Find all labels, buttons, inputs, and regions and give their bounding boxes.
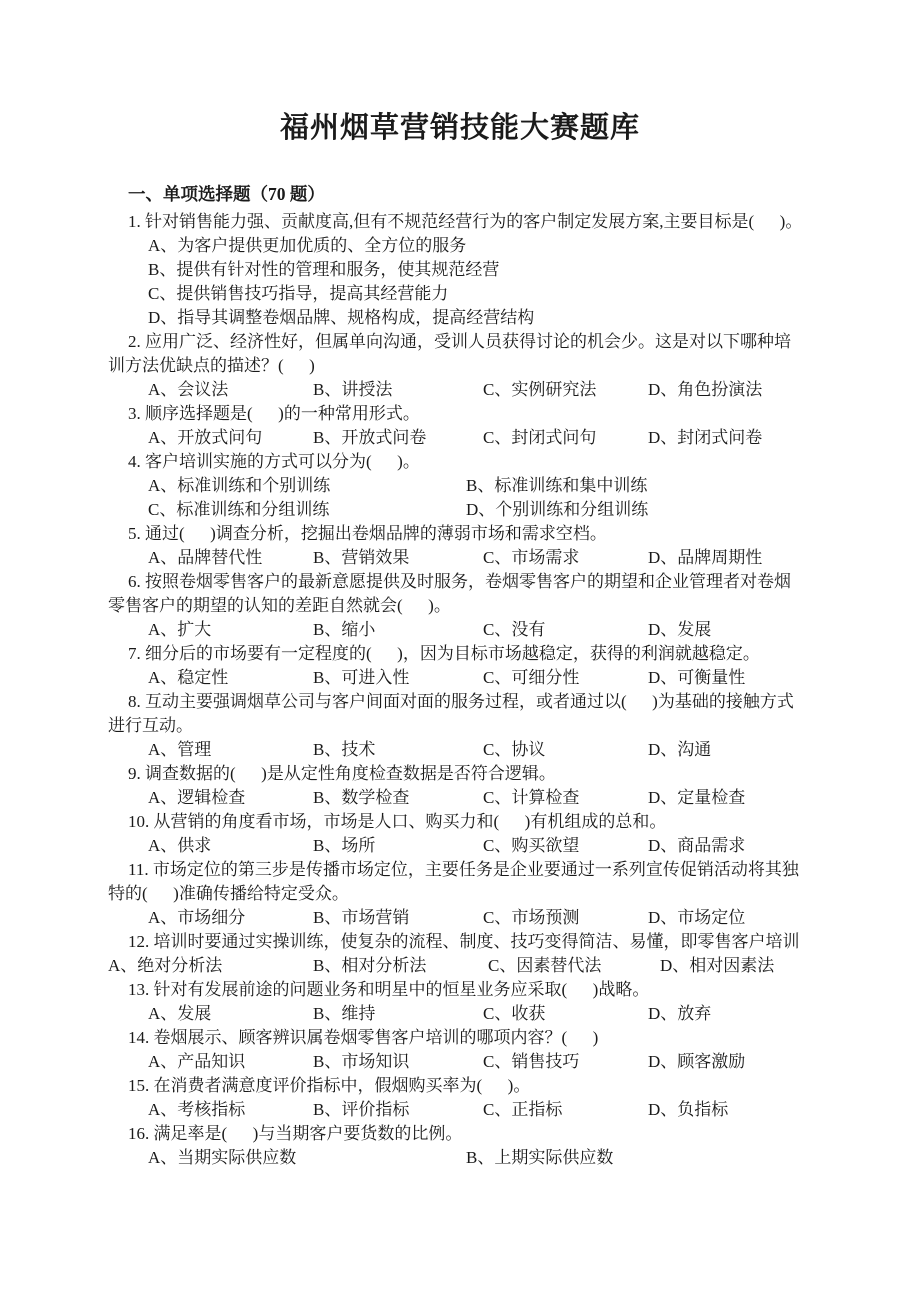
question-13-options-row (0, 1002, 920, 1026)
question-5-option-C: C、市场需求 (483, 548, 580, 567)
question-10-options-row (0, 834, 920, 858)
question-5-option-B: B、营销效果 (313, 548, 410, 567)
question-14-options-row (0, 1050, 920, 1074)
question-15-option-D: D、负指标 (648, 1100, 729, 1119)
question-2-option-D: D、角色扮演法 (648, 380, 763, 399)
question-2-line-1: 2. 应用广泛、经济性好，但属单向沟通，受训人员获得讨论的机会少。这是对以下哪种培 (128, 332, 791, 351)
question-4-options-row-2 (0, 498, 920, 522)
question-6-option-D: D、发展 (648, 620, 712, 639)
question-11-line-1: 11. 市场定位的第三步是传播市场定位，主要任务是企业要通过一系列宣传促销活动将其独 (128, 860, 799, 879)
question-10-option-D: D、商品需求 (648, 836, 746, 855)
question-8-option-B: B、技术 (313, 740, 376, 759)
question-7-line-1: 7. 细分后的市场要有一定程度的( )，因为目标市场越稳定，获得的利润就越稳定。 (128, 644, 760, 663)
question-13-line-1: 13. 针对有发展前途的问题业务和明星中的恒星业务应采取( )战略。 (128, 980, 650, 999)
question-6-line-2: 零售客户的期望的认知的差距自然就会( )。 (108, 596, 451, 615)
question-2-line-2: 训方法优缺点的描述？( ) (108, 356, 315, 375)
question-3-option-C: C、封闭式问句 (483, 428, 597, 447)
question-16-line-1: 16. 满足率是( )与当期客户要货数的比例。 (128, 1124, 463, 1143)
question-4-option-C: C、标准训练和分组训练 (148, 500, 330, 519)
question-1-line-1: 1. 针对销售能力强、贡献度高,但有不规范经营行为的客户制定发展方案,主要目标是( )。 (128, 212, 803, 231)
question-14-option-B: B、市场知识 (313, 1052, 410, 1071)
question-6-option-C: C、没有 (483, 620, 546, 639)
question-2-option-B: B、讲授法 (313, 380, 393, 399)
question-9-option-D: D、定量检查 (648, 788, 746, 807)
question-7-options-row (0, 666, 920, 690)
question-9-option-B: B、数学检查 (313, 788, 410, 807)
page-title: 福州烟草营销技能大赛题库 (279, 112, 640, 144)
question-10-option-B: B、场所 (313, 836, 376, 855)
question-9-option-C: C、计算检查 (483, 788, 580, 807)
question-14-option-A: A、产品知识 (148, 1052, 246, 1071)
question-7-option-D: D、可衡量性 (648, 668, 746, 687)
question-7-option-B: B、可进入性 (313, 668, 410, 687)
section-heading: 一、单项选择题（70 题） (128, 184, 325, 204)
question-15-option-B: B、评价指标 (313, 1100, 410, 1119)
question-12-options-row (0, 954, 920, 978)
question-12-option-D: D、相对因素法 (660, 956, 775, 975)
question-15-option-C: C、正指标 (483, 1100, 563, 1119)
question-13-option-D: D、放弃 (648, 1004, 712, 1023)
question-5-option-A: A、品牌替代性 (148, 548, 263, 567)
question-3-option-B: B、开放式问卷 (313, 428, 427, 447)
question-15-options-row (0, 1098, 920, 1122)
question-15-option-A: A、考核指标 (148, 1100, 246, 1119)
question-9-option-A: A、逻辑检查 (148, 788, 246, 807)
question-2-option-C: C、实例研究法 (483, 380, 597, 399)
question-4-option-A: A、标准训练和个别训练 (148, 476, 331, 495)
question-1-option-D: D、指导其调整卷烟品牌、规格构成，提高经营结构 (148, 308, 535, 327)
question-2-option-A: A、会议法 (148, 380, 229, 399)
question-15-line-1: 15. 在消费者满意度评价指标中，假烟购买率为( )。 (128, 1076, 531, 1095)
question-11-option-B: B、市场营销 (313, 908, 410, 927)
question-12-option-B: B、相对分析法 (313, 956, 427, 975)
question-10-option-A: A、供求 (148, 836, 212, 855)
question-8-line-2: 进行互动。 (108, 716, 193, 735)
question-8-option-C: C、协议 (483, 740, 546, 759)
question-1-option-C: C、提供销售技巧指导，提高其经营能力 (148, 284, 449, 303)
question-4-line-1: 4. 客户培训实施的方式可以分为( )。 (128, 452, 420, 471)
question-3-option-D: D、封闭式问卷 (648, 428, 763, 447)
question-12-option-A: A、绝对分析法 (108, 956, 223, 975)
question-13-option-A: A、发展 (148, 1004, 212, 1023)
question-6-option-A: A、扩大 (148, 620, 212, 639)
question-7-option-C: C、可细分性 (483, 668, 580, 687)
question-14-line-1: 14. 卷烟展示、顾客辨识属卷烟零售客户培训的哪项内容？( ) (128, 1028, 599, 1047)
question-12-option-C: C、因素替代法 (488, 956, 602, 975)
question-4-option-D: D、个别训练和分组训练 (466, 500, 649, 519)
question-9-line-1: 9. 调查数据的( )是从定性角度检查数据是否符合逻辑。 (128, 764, 556, 783)
question-16-option-A: A、当期实际供应数 (148, 1148, 297, 1167)
question-5-line-1: 5. 通过( )调查分析，挖掘出卷烟品牌的薄弱市场和需求空档。 (128, 524, 607, 543)
question-6-options-row (0, 618, 920, 642)
question-13-option-C: C、收获 (483, 1004, 546, 1023)
question-12-line-1: 12. 培训时要通过实操训练，使复杂的流程、制度、技巧变得简洁、易懂，即零售客户培训 (128, 932, 800, 951)
question-11-line-2: 特的( )准确传播给特定受众。 (108, 884, 349, 903)
question-11-option-C: C、市场预测 (483, 908, 580, 927)
question-10-option-C: C、购买欲望 (483, 836, 580, 855)
question-4-option-B: B、标准训练和集中训练 (466, 476, 648, 495)
question-13-option-B: B、维持 (313, 1004, 376, 1023)
question-4-options-row-1 (0, 474, 920, 498)
question-5-options-row (0, 546, 920, 570)
question-1-option-A: A、为客户提供更加优质的、全方位的服务 (148, 236, 467, 255)
question-2-options-row (0, 378, 920, 402)
question-8-line-1: 8. 互动主要强调烟草公司与客户间面对面的服务过程，或者通过以( )为基础的接触方式 (128, 692, 794, 711)
question-11-options-row (0, 906, 920, 930)
question-16-option-B: B、上期实际供应数 (466, 1148, 614, 1167)
question-8-option-D: D、沟通 (648, 740, 712, 759)
question-1-option-B: B、提供有针对性的管理和服务，使其规范经营 (148, 260, 500, 279)
question-16-options-row-1 (0, 1146, 920, 1170)
question-3-option-A: A、开放式问句 (148, 428, 263, 447)
question-14-option-C: C、销售技巧 (483, 1052, 580, 1071)
question-3-line-1: 3. 顺序选择题是( )的一种常用形式。 (128, 404, 420, 423)
question-list (0, 210, 920, 1170)
question-14-option-D: D、顾客激励 (648, 1052, 746, 1071)
question-8-option-A: A、管理 (148, 740, 212, 759)
question-7-option-A: A、稳定性 (148, 668, 229, 687)
question-6-line-1: 6. 按照卷烟零售客户的最新意愿提供及时服务，卷烟零售客户的期望和企业管理者对卷烟 (128, 572, 791, 591)
question-10-line-1: 10. 从营销的角度看市场，市场是人口、购买力和( )有机组成的总和。 (128, 812, 667, 831)
question-11-option-A: A、市场细分 (148, 908, 246, 927)
question-9-options-row (0, 786, 920, 810)
question-8-options-row (0, 738, 920, 762)
question-5-option-D: D、品牌周期性 (648, 548, 763, 567)
question-6-option-B: B、缩小 (313, 620, 376, 639)
question-11-option-D: D、市场定位 (648, 908, 746, 927)
question-3-options-row (0, 426, 920, 450)
